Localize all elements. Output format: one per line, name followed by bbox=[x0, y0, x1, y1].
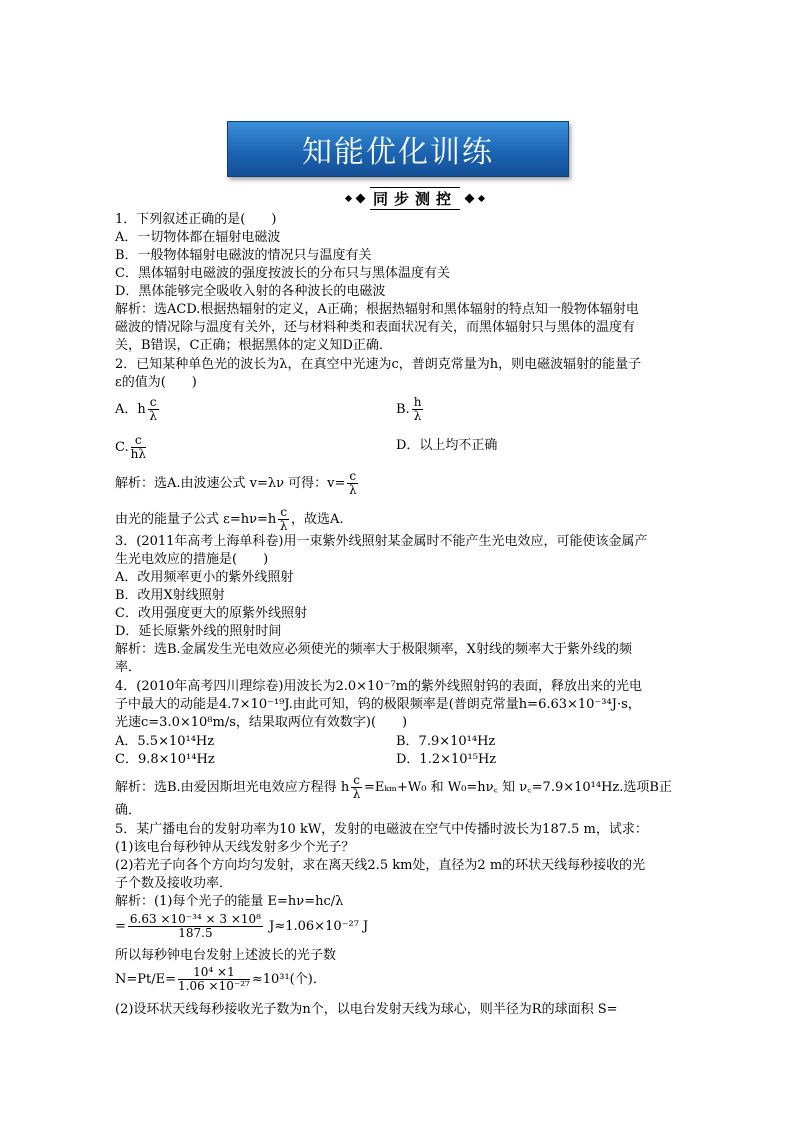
text-line: 4．(2010年高考四川理综卷)用波长为2.0×10⁻⁷m的紫外线照射钨的表面，释放出来的光电 bbox=[115, 679, 643, 694]
diamond-icon bbox=[345, 194, 352, 201]
calc-text: ≈10³¹(个)． bbox=[251, 972, 326, 987]
calc-text: = bbox=[115, 919, 126, 934]
denominator: λ bbox=[352, 787, 361, 801]
fraction bbox=[347, 470, 358, 497]
option-d: D．以上均不正确 bbox=[396, 438, 498, 453]
text-line: C．改用强度更大的原紫外线照射 bbox=[115, 606, 307, 621]
calc-text: N=Pt/E= bbox=[115, 972, 177, 987]
fraction bbox=[351, 774, 362, 801]
numerator: h bbox=[413, 395, 422, 409]
option-c bbox=[115, 434, 148, 461]
text-line: 5．某广播电台的发射功率为10 kW，发射的电磁波在空气中传播时波长为187.5 m，试求： bbox=[115, 822, 648, 837]
denominator: λ bbox=[413, 409, 422, 423]
option-b bbox=[396, 396, 425, 423]
fraction bbox=[131, 434, 146, 461]
diamond-icon bbox=[465, 193, 475, 203]
text-line: 1．下列叙述正确的是( ) bbox=[115, 212, 277, 227]
text-line: (1)该电台每秒钟从天线发射多少个光子？ bbox=[115, 840, 355, 855]
analysis-text: ，故选A. bbox=[291, 512, 344, 527]
section-title: 同步测控 bbox=[370, 187, 460, 210]
numerator: 10⁴ ×1 bbox=[178, 966, 250, 980]
denominator: 187.5 bbox=[178, 926, 213, 940]
calc-line bbox=[115, 966, 326, 993]
fraction bbox=[178, 966, 250, 993]
text-line: C．黑体辐射电磁波的强度按波长的分布只与黑体温度有关 bbox=[115, 266, 450, 281]
option-d: D．1.2×10¹⁵Hz bbox=[396, 752, 497, 767]
analysis-line bbox=[115, 774, 672, 801]
denominator: hλ bbox=[130, 447, 146, 461]
fraction bbox=[278, 506, 289, 533]
text-line: 子中最大的动能是4.7×10⁻¹⁹J.由此可知，钨的极限频率是(普朗克常量h=6.63×10⁻³⁴J·s， bbox=[115, 697, 641, 712]
fraction bbox=[148, 396, 159, 423]
option-label: A．h bbox=[115, 402, 146, 417]
denominator: λ bbox=[348, 483, 357, 497]
option-b: B．7.9×10¹⁴Hz bbox=[396, 734, 496, 749]
option-a: A．5.5×10¹⁴Hz bbox=[115, 734, 215, 749]
text-line: 率． bbox=[115, 660, 142, 675]
denominator: 1.06 ×10⁻²⁷ bbox=[178, 979, 250, 993]
text-line: 所以每秒钟电台发射上述波长的光子数 bbox=[115, 948, 337, 963]
text-line: 生光电效应的措施是( ) bbox=[115, 552, 269, 567]
title-banner bbox=[227, 121, 569, 177]
calc-text: J≈1.06×10⁻²⁷ J bbox=[265, 919, 369, 934]
text-line: (2)若光子向各个方向均匀发射，求在离天线2.5 km处，直径为2 m的环状天线每秒接收的光 bbox=[115, 858, 646, 873]
analysis-text: 解析：选A.由波速公式 v=λν 可得：v= bbox=[115, 476, 346, 491]
fraction bbox=[412, 396, 424, 423]
option-a bbox=[115, 396, 161, 423]
text-line: 2．已知某种单色光的波长为λ，在真空中光速为c，普朗克常量为h，则电磁波辐射的能量子 bbox=[115, 357, 642, 372]
text-line: 光速c=3.0×10⁸m/s，结果取两位有效数字)( ) bbox=[115, 715, 408, 730]
text-line: B．改用X射线照射 bbox=[115, 588, 225, 603]
text-line: 解析：(1)每个光子的能量 E=hν=hc/λ bbox=[115, 894, 344, 909]
text-line: 磁波的情况除与温度有关外，还与材料种类和表面状况有关，而黑体辐射只与黑体的温度有 bbox=[115, 320, 636, 335]
text-line: A．改用频率更小的紫外线照射 bbox=[115, 570, 294, 585]
section-header bbox=[330, 188, 500, 208]
analysis-line bbox=[115, 506, 344, 533]
text-line: 解析：选ACD.根据热辐射的定义，A正确；根据热辐射和黑体辐射的特点知一般物体辐射电 bbox=[115, 302, 639, 317]
text-line: 关，B错误，C正确；根据黑体的定义知D正确． bbox=[115, 338, 392, 353]
text-line: B．一般物体辐射电磁波的情况只与温度有关 bbox=[115, 248, 372, 263]
numerator: c bbox=[131, 434, 146, 448]
analysis-text: =Eₖₘ+W₀ 和 W₀=hν꜀ 知 ν꜀=7.9×10¹⁴Hz.选项B正 bbox=[363, 780, 672, 795]
text-line: 确． bbox=[115, 803, 142, 818]
text-line: D．延长原紫外线的照射时间 bbox=[115, 624, 282, 639]
text-line: 解析：选B.金属发生光电效应必须使光的频率大于极限频率，X射线的频率大于紫外线的频 bbox=[115, 642, 632, 657]
text-line: 3．(2011年高考上海单科卷)用一束紫外线照射某金属时不能产生光电效应，可能使该金属产 bbox=[115, 534, 648, 549]
diamond-icon bbox=[356, 193, 366, 203]
numerator: c bbox=[349, 469, 357, 483]
analysis-text: 由光的能量子公式 ε=hν=h bbox=[115, 512, 277, 527]
numerator: c bbox=[149, 395, 157, 409]
option-label: C. bbox=[115, 440, 129, 455]
analysis-text: 解析：选B.由爱因斯坦光电效应方程得 h bbox=[115, 780, 350, 795]
fraction bbox=[128, 913, 263, 940]
option-c: C．9.8×10¹⁴Hz bbox=[115, 752, 215, 767]
text-line: (2)设环状天线每秒接收光子数为n个，以电台发射天线为球心，则半径为R的球面积 S= bbox=[115, 1002, 618, 1017]
numerator: 6.63 ×10⁻³⁴ × 3 ×10⁸ bbox=[129, 912, 261, 926]
text-line: D．黑体能够完全吸收入射的各种波长的电磁波 bbox=[115, 284, 386, 299]
denominator: λ bbox=[279, 519, 288, 533]
text-line: 子个数及接收功率． bbox=[115, 876, 233, 891]
numerator: c bbox=[353, 773, 360, 787]
option-label: B. bbox=[396, 402, 410, 417]
text-line: A．一切物体都在辐射电磁波 bbox=[115, 230, 281, 245]
diamond-icon bbox=[478, 194, 485, 201]
page-title: 知能优化训练 bbox=[302, 135, 494, 170]
calc-line bbox=[115, 913, 368, 940]
text-line: ε的值为( ) bbox=[115, 375, 197, 390]
numerator: c bbox=[280, 505, 288, 519]
denominator: λ bbox=[149, 409, 157, 423]
analysis-line bbox=[115, 470, 360, 497]
